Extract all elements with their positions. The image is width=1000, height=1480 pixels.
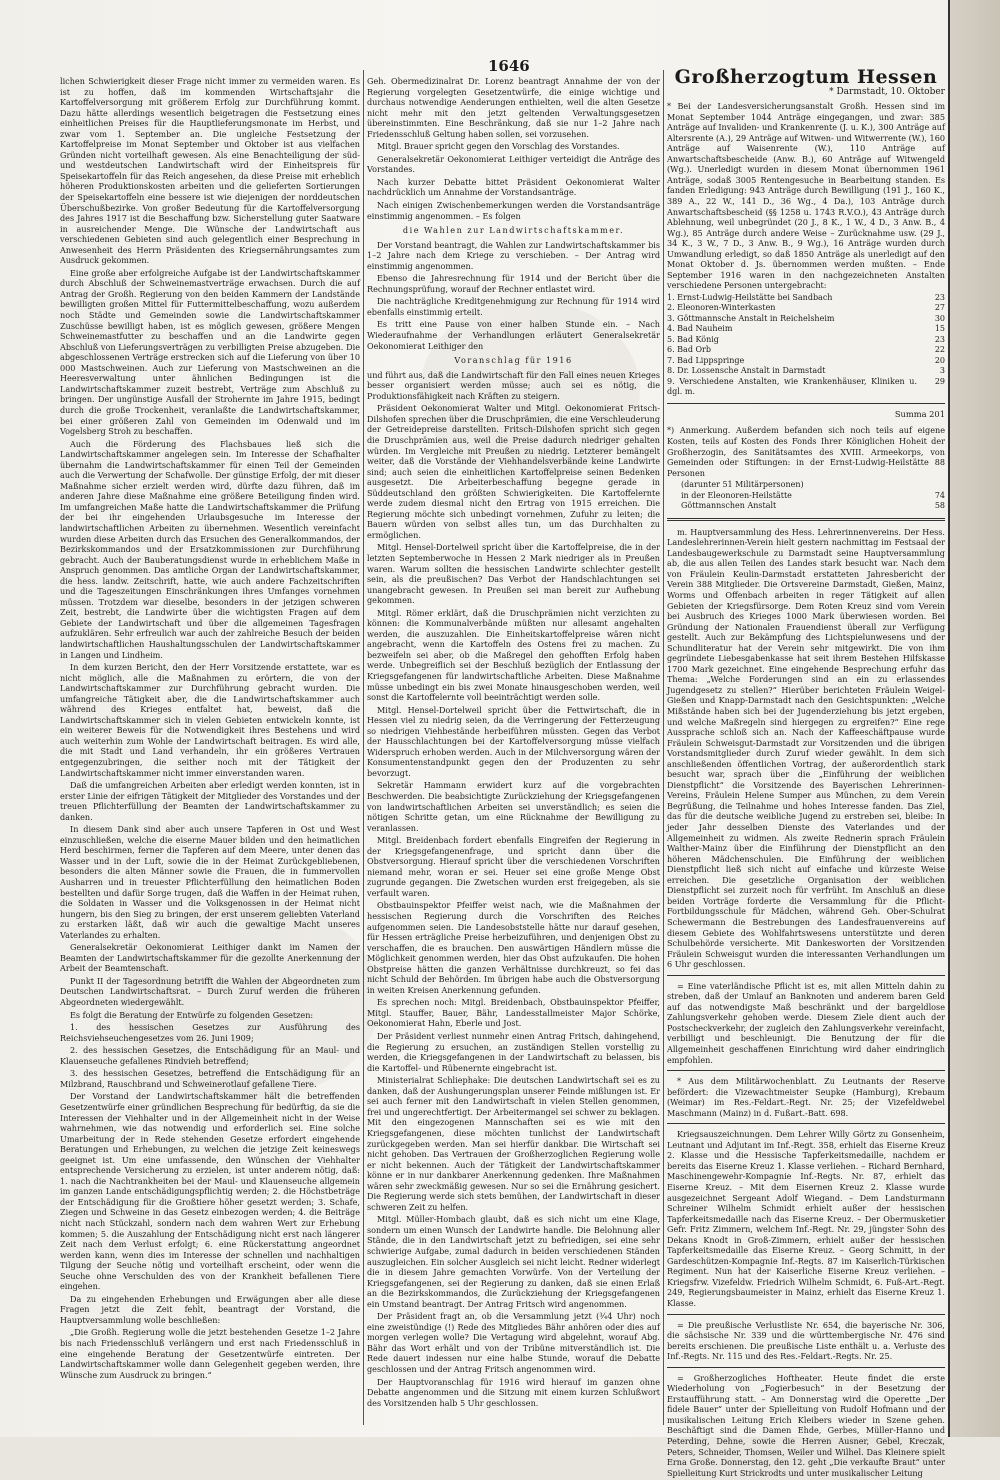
table-row: [667, 314, 945, 325]
paragraph: Ebenso die Jahresrechnung für 1914 und der Bericht über die Rechnungsprüfung, worauf der Rechner entlastet wird.: [367, 273, 660, 294]
paragraph: Mitgl. Hensel-Dortelweil spricht über die Fettwirtschaft, die in Hessen viel zu niedrig seien, da die Verringerung der Fetterzeugung so niedrigen Viehbestände herbeiführen müssten. Gegen das Verbot der Hausschlachtungen bei der Kartoffelversorgung müsse vielfach Widerspruch erhoben werden. Auch in der Milchversorgung wären der Konsumentenstandpunkt gegen den der Produzenten zu sehr bevorzugt.: [367, 704, 660, 778]
institution-name: 6. Bad Orb: [667, 345, 711, 355]
list-item: 2. des hessischen Gesetzes, die Entschädigung für an Maul- und Klauenseuche gefallenes Rindvieh betreffend;: [60, 1045, 360, 1066]
paragraph: Generalsekretär Oekonomierat Leithiger verteidigt die Anträge des Vorstandes.: [367, 153, 660, 175]
institutions-table: [667, 293, 945, 398]
institution-name: 5. Bad König: [667, 334, 719, 344]
institution-count: 23: [934, 334, 945, 344]
column-1: [60, 76, 360, 1382]
institution-name: 1. Ernst-Ludwig-Heilstätte bei Sandbach: [667, 292, 833, 302]
footnote-count: [917, 480, 945, 491]
table-row: [667, 480, 945, 491]
institution-count: 20: [934, 355, 945, 365]
paragraph: Der Präsident fragt an, ob die Versammlung jetzt (¾4 Uhr) noch eine zweistündige (!) Rede des Mitgliedes Bähr anhören oder dies auf morgen verlegen wolle? Die Vertagung wird abgelehnt, worauf Abg. Bähr das Wort erhält und von der Tribüne mitverständlich ist. Die Rede dauert indessen nur eine halbe Stunde, worauf die Debatte geschlossen und der Antrag Fritsch angenommen wird.: [367, 1311, 660, 1374]
institution-count: 27: [934, 303, 945, 313]
institution-name: 8. Dr. Lossensche Anstalt in Darmstadt: [667, 366, 826, 376]
table-row: [667, 293, 945, 304]
summa-total: Summa 201: [894, 408, 945, 419]
footnote-label: in der Eleonoren-Heilstätte: [681, 490, 792, 500]
paragraph: Der Vorstand der Landwirtschaftskammer hält die betreffenden Gesetzentwürfe einer gründlichen Besprechung für bedürftig, da sie die Interessen der Viehhalter und in der Allgemeinheit nicht in der Weise wahrnehmen, wie das notwendig und erforderlich sei. Eine solche Umarbeitung der in Rede stehenden Gesetze erfordert eingehende Beratungen und Erhebungen, zu welchen die jetzige Zeit keineswegs geeignet ist. Um eine umfassende, den Wünschen der Viehhalter entsprechende Versicherung zu erzielen, ist unter anderem nötig, daß: 1. nach die Nachtrankheiten bei der Maul- und Klauenseuche allgemein im ganzen Lande entschädigungspflichtig werden; 2. die Höchstbeträge der Entschädigung für die Großtiere höher gesetzt werden; 3. Schafe, Ziegen und Schweine in das Gesetz einbezogen werden; 4. die Beiträge nicht nach Stückzahl, sondern nach dem wahren Wert zur Erhebung kommen; 5. die Auszahlung der Entschädigung nicht erst nach längerer Zeit nach dem Verlust erfolgt; 6. eine Rückerstattung angeordnet werden kann, wenn dies im Interesse der schnellen und nachhaltigen Tilgung der Seuche nötig und vorteilhaft erscheint, oder wenn die Seuche ohne Verschulden des von der Krankheit befallenen Tiere eingehen.: [60, 1091, 360, 1292]
institution-count: 15: [934, 324, 945, 334]
institution-count: 29: [934, 376, 945, 386]
paragraph: Generalsekretär Oekonomierat Leithiger dankt im Namen der Beamten der Landwirtschaftskammer für die gezollte Anerkennung der Arbeit der Beamtenschaft.: [60, 942, 360, 974]
paragraph: Der Präsident verliest nunmehr einen Antrag Fritsch, dahingehend, die Regierung zu ersuchen, an zuständigen Stellen vorstellig zu werden, die Kriegsgefangenen in der Landwirtschaft zu belassen, bis die Kartoffel- und Rübenernte eingebracht ist.: [367, 1031, 660, 1073]
paragraph: Es folgt die Beratung der Entwürfe zu folgenden Gesetzen:: [70, 1009, 314, 1020]
institution-count: 3: [939, 366, 945, 376]
paragraph: Mitgl. Müller-Hombach glaubt, daß es sich nicht um eine Klage, sondern um einen Wunsch der Landwirte handle. Die Belohnung aller Stände, die in den Landwirtschaft jetzt zu befriedigen, sei eine sehr schwierige Aufgabe, zumal dadurch in beiden verschiedenen Ständen auszugleichen. Ein solcher Ausgleich sei nicht leicht. Redner widerlegt die in diesem Jahre gemachten Vorwürfe. Von der Verteilung der Kriegsgefangenen, sei der Regierung zu danken, daß sie einen Erlaß an die Bezirkskommandos, die Zurückziehung der Kriegsgefangenen ein Umstand beantragt. Der Antrag Fritsch wird angenommen.: [367, 1214, 660, 1309]
table-row: [667, 356, 945, 367]
paragraph: Ministerialrat Schliephake: Die deutschen Landwirtschaft sei es zu danken, daß der Aushungerungsplan unserer Feinde mißlungen ist. Er sei auch ferner mit den Landwirtschaft in vielen Stellen genommen, frei und ungerechtfertigt. Der Arbeitermangel sei schwer zu beklagen. Mit den eingezogenen Mannschaften sei es wie mit den Kriegsgefangenen, diese möchten tunlichst der Landwirtschaft zurückgegeben werden. Man sei hierfür dankbar. Die Wirtschaft sei nicht gehoben. Das Vertrauen der Großherzoglichen Regierung wolle er nicht bekennen. Auch der Tätigkeit der Landwirtschaftskammer könne er in nur dankbarer Anerkennung gedenken. Ihre Maßnahmen wären sehr zweckmäßig gewesen. Nur so sei die Ernährung gesichert. Die Regierung werde sich stets bemühen, der Landwirtschaft in dieser schweren Zeit zu helfen.: [367, 1075, 660, 1212]
divider: [667, 975, 945, 976]
paragraph: = Eine vaterländische Pflicht ist es, mit allen Mitteln dahin zu streben, daß der Umlauf an Banknoten und anderem baren Geld auf das notwendigste Maß beschränkt und der bargeldlose Zahlungsverkehr gehoben werde. Diesem Ziele dient auch der Postscheckverkehr, der zugleich den Zahlungsverkehr vereinfacht, verbilligt und beschleunigt. Die Benutzung der für die Allgemeinheit geschaffenen Einrichtung wird daher eindringlich empfohlen.: [667, 980, 945, 1065]
column-2: [367, 76, 660, 1410]
footnote-label: (darunter 51 Militärpersonen): [681, 480, 804, 490]
table-row: [667, 501, 945, 512]
section-heading: die Wahlen zur Landwirtschaftskammer.: [402, 225, 625, 236]
table-row: [667, 366, 945, 377]
divider: [667, 1070, 945, 1071]
institution-name: 2. Eleonoren-Winterkasten: [667, 303, 776, 313]
divider: [667, 1314, 945, 1315]
paragraph: Mitgl. Hensel-Dortelweil spricht über die Kartoffelpreise, die in der letzten Septemberwoche in Hessen 2 Mark niedriger als in Preußen waren. Warum sollten die hessischen Landwirte schlechter gestellt sein, als die preußischen? Das Verbot der Handschlachtungen sei unangebracht gewesen. In Preußen sei man bereit zur Aufhebung gekommen.: [367, 542, 660, 606]
footnote-label: Göttmannschen Anstalt: [681, 501, 777, 511]
paragraph: = Großherzogliches Hoftheater. Heute findet die erste Wiederholung von „Fogierbesuch“ in der Besetzung der Erstaufführung statt. – Am Donnerstag wird die Operette „Der fidele Bauer“ unter der Spielleitung von Rudolf Hofmann und der musikalischen Leitung Erich Kleibers wieder in Szene gehen. Beschäftigt sind die Damen Ehde, Gerbes, Müller-Hanno und Peterding, Dehne, sowie die Herren Ausner, Gebel, Kreczak, Peters, Schneider, Thomsen, Weiler und Wilhel. Das Kleinere spielt Erna Große. Donnerstag, den 12. geht „Die verkaufte Braut“ unter Spielleitung Kurt Strickrodts und unter musikalischer Leitung: [667, 1372, 945, 1478]
paragraph: * Aus dem Militärwochenblatt. Zu Leutnants der Reserve befördert: die Vizewachtmeister Seupke (Hamburg), Krebaum (Weimar) im Res.-Feldart.-Regt. Nr. 25; der Vizefeldwebel Maschmann (Mainz) in d. Fußart.-Batt. 698.: [667, 1076, 945, 1118]
footnote-count: 58: [934, 501, 945, 511]
footnote-table: [667, 480, 945, 512]
paragraph: Mitgl. Römer erklärt, daß die Druschprämien nicht verzichten zu können: die Kommunalverbände müßten nur allesamt angehalten werden, die auszuzahlen. Die Einheitskartoffelpreise wären nicht angebracht, wenn die Kartoffeln des Ostens frei zu machen. Zu bezweifeln sei aber, ob die Maßregel den gehofften Erfolg haben werde. Unbegreiflich sei der Beschluß bezüglich der Entlassung der Kriegsgefangenen für landwirtschaftliche Arbeiten. Diese Maßnahme müsse unbedingt ein bis zwei Monate hinausgeschoben werden, weil sonst die Kartoffelernte voll beeinträchtigt werden solle.: [367, 607, 660, 703]
paragraph: lichen Schwierigkeit dieser Frage nicht immer zu vermeiden waren. Es ist zu hoffen, daß im kommenden Wirtschaftsjahr die Kartoffelversorgung mit größerem Erfolg zur Durchführung kommt. Dazu hätte allerdings wesentlich beigetragen die Festsetzung eines einheitlichen Preises für die Hauptlieferungsmonate im Herbst, und zwar vom 1. September an. Die ungleiche Festsetzung der Kartoffelpreise im Monat September und Oktober ist aus vielfachen Gründen nicht vorteilhaft gewesen. Als eine Benachteiligung der süd- und westdeutschen Landwirtschaft wird der Einheitspreis für Speisekartoffeln für das Reich angesehen, da diese Preise mit erheblich höheren Produktionskosten arbeiten und die gelieferten Sortierungen der Speisekartoffeln eine bessere ist wie diejenigen der norddeutschen Überschußbezirke. Von großer Bedeutung für die Kartoffelversorgung des Jahres 1917 ist die Beschaffung bzw. Sicherstellung guter Saatware in ausreichender Menge. Die Wünsche der Landwirtschaft aus verschiedenen Gebieten sind auch gelegentlich einer Besprechung in Anwesenheit des Herrn Präsidenten des Kriegsernährungsamtes zum Ausdruck gekommen.: [60, 76, 360, 266]
institution-name: 3. Göttmannsche Anstalt in Reichelsheim: [667, 313, 835, 323]
institution-count: 23: [934, 292, 945, 302]
institution-count: 30: [934, 313, 945, 323]
paragraph: m. Hauptversammlung des Hess. Lehrerinnenvereins. Der Hess. Landeslehrerinnen-Verein hielt gestern nachmittag im Festsaal der Landesbaugewerkschule zu Darmstadt seine Hauptversammlung ab, die aus allen Teilen des Landes stark besucht war. Nach dem von Fräulein Keulin-Darmstadt erstatteten Jahresbericht der Verein 388 Mitglieder. Die Ortsvereine Darmstadt, Gießen, Mainz, Worms und Offenbach arbeiten in reger Tätigkeit auf allen Gebieten der Kriegsfürsorge. Dem Roten Kreuz sind vom Verein bei Ausbruch des Krieges 1000 Mark überwiesen worden. Bei Gründung der Nationalen Frauendienst überall zur Verfügung gestellt. Auch zur Bekämpfung des Lichtspielunwesens und der Schundliteratur hat der Verein sehr mitgewirkt. Die von ihm gegründete Liebesgabenkasse hat seit ihrem Bestehen Hilfskasse 1700 Mark gezeichnet. Eine eingehende Besprechung erfuhr das Thema: „Welche Forderungen sind an ein zu erlassendes Jugendgesetz zu stellen?“ Hierüber berichteten Fräulein Weigel-Gießen und Knapp-Darmstadt nach den Gesichtspunkten: „Welche Mißstände haben sich bei der Jugenderziehung bis jetzt ergeben, und welche Maßregeln sind hiergegen zu ergreifen?“ Eine rege Aussprache schloß sich an. Nach der Kaffeeschäftpause wurde Fräulein Schweisgut-Darmstadt zur Vorsitzenden und die übrigen Vorstandsmitglieder durch Zuruf wieder gewählt. In dem sich anschließenden öffentlichen Vortrag, der außerordentlich stark besucht war, sprach über die „Einführung der weiblichen Dienstpflicht“ die Vorsitzende des Bayerischen Lehrerinnen-Vereins, Fräulein Helene Sumper aus München, zu dem Verein Begrüßung, die Teilnahme und hohes Interesse fanden. Das Ziel, das für die deutsche weibliche Jugend zu erstreben sei, bleibe: In jeder Jahr desselben Dienste des Vaterlandes und der Allgemeinheit zu widmen. Als zweite Rednerin sprach Fräulein Walther-Mainz über die Einführung der Dienstpflicht an den höheren Mädchenschulen. Die Einführung der weiblichen Dienstpflicht ließ sich nicht auf einfache und kürzeste Weise erreichen. Die gesetzliche Organisation der weiblichen Dienstpflicht sei zurzeit noch für verfrüht. Im Anschluß an diese beiden Vorträge forderte die Versammlung für die Pflicht-Fortbildungsschule für Mädchen, während Geh. Ober-Schulrat Schewermann die Bestrebungen des Landesfrauenvereins auf diesem Gebiete des Wohlfahrtswesens unterstützte und deren Schulbehörde versicherte. Mit Dankesworten der Vorsitzenden Fräulein Schweisgut wurden die interessanten Verhandlungen um 6 Uhr geschlossen.: [667, 526, 945, 970]
paragraph: Eine große aber erfolgreiche Aufgabe ist der Landwirtschaftskammer durch Abschluß der Schweinemastverträge erwachsen. Durch die auf Antrag der Großh. Regierung von den beiden Kammern der Landstände bewilligten großen Mittel für Futtermittelbeschaffung, wozu außerdem noch Städte und Gemeinden sowie die Landwirtschaftskammer Zuschüsse bewilligt haben, ist es möglich gewesen, größere Mengen Schweinemastfutter zu beschaffen und an die Landwirte gegen Abschluß von Lieferungsverträgen zu verbilligten Preise abzugeben. Die abgeschlossenen Verträge erstrecken sich auf die Lieferung von über 10 000 Mastschweinen. Auch zur Lieferung von Mastschweinen an die Heeresverwaltung unter ähnlichen Bedingungen ist die Landwirtschaftskammer zuzeit bestrebt, Verträge zum Abschluß zu bringen. Der ungünstige Ausfall der Strohernte im Jahre 1915, bedingt durch die große Trockenheit, veranlaßte die Landwirtschaftskammer, bei einer größeren Zahl von Gemeinden im Odenwald und im Vogelsberg Stroh zu beschaffen.: [60, 267, 360, 437]
paragraph: Nach einigen Zwischenbemerkungen werden die Vorstandsanträge einstimmig angenommen. – Es folgen: [367, 200, 660, 221]
section-headline: Großherzogtum Hessen: [674, 66, 938, 88]
paragraph: Präsident Oekonomierat Walter und Mitgl. Oekonomierat Fritsch-Dilshofen sprechen über die Druschprämien, die eine Verschleuderung der Getreidepreise darstellten. Fritsch-Dilshofen spricht sich gegen die Druschprämien aus, weil die Preise dadurch niedriger gehalten würden. Im Vergleiche mit Preußen zu niedrig. Letzterer bemängelt weiter, daß die Vorstände der Viehhandelsverbände keine Landwirte sind; auch seien die einheitlichen Kartoffelpreise seinen Bedenken ausgesetzt. Die Arbeiterbeschaffung begegne gerade in Süddeutschland den größten Schwierigkeiten. Die Kartoffelernte werde zudem diesmal nicht den Ertrag von 1915 erreichen. Die Regierung möchte sich unbedingt vornehmen, Zufuhr zu leiten; die Bauern würden von selbst alles tun, um das Durchhalten zu ermöglichen.: [367, 403, 660, 540]
dateline: * Darmstadt, 10. Oktober: [829, 86, 945, 97]
section-heading: Voranschlag für 1916: [454, 355, 573, 366]
institution-name: 7. Bad Lippspringe: [667, 355, 745, 365]
paragraph: Auch die Förderung des Flachsbaues ließ sich die Landwirtschaftskammer angelegen sein. Im Interesse der Schafhalter übernahm die Landwirtschaftskammer für einen Teil der Gemeinden auch die Verwertung der Schafwolle. Der günstige Erfolg, der mit dieser Maßnahme sicher erzielt werden wird, dürfte dazu führen, daß im anderen Jahre diese Maßnahme eine größere Beteiligung finden wird. Im umfangreichen Maße hatte die Landwirtschaftskammer die Prüfung der bei ihr eingehenden Urlaubsgesuche im Interesse der landwirtschaftlichen Arbeiten zu übernehmen. Wesentlich vereinfacht wurden diese Arbeiten durch das Ersuchen des Generalkommandos, der Bezirkskommandos und der Ersatzkommissionen zur Durchführung gebracht. Auch der Bauberatungsdienst wurde in erheblichem Maße in Anspruch genommen. Das amtliche Organ der Landwirtschaftskammer, die hess. landw. Zeitschrift, hatte, wie auch andere Fachzeitschriften und die Tageszeitungen Einschränkungen ihres Umfanges vornehmen müssen. Trotzdem war dieselbe, besonders in der jetzigen schweren Zeit, bestrebt, die Landwirte über die wichtigsten Fragen auf dem Gebiete der Landwirtschaft und über die allgemeinen Tagesfragen aufzuklären. Sehr erfreulich war auch der zahlreiche Besuch der beiden landwirtschaftlichen Haushaltungsschulen der Landwirtschaftskammer in Langen und Lindheim.: [60, 438, 360, 660]
paragraph: Kriegsauszeichnungen. Dem Lehrer Willy Görtz zu Gonsenheim, Leutnant und Adjutant im Inf.-Regt. 358, erhielt das Eiserne Kreuz 2. Klasse und die Hessische Tapferkeitsmedaille, nachdem er bereits das Eiserne Kreuz 1. Klasse verliehen. – Richard Bernhard, Maschinengewehr-Kompagnie Inf.-Regts. Nr. 87, erhielt das Eiserne Kreuz. – Mit dem Eisernen Kreuz 2. Klasse wurde ausgezeichnet Sergeant Adolf Wiegand. – Dem Landsturmann Schreiner Wilhelm Schmidt erhielt außer der hessischen Tapferkeitsmedaille nach das Eiserne Kreuz. – Der Obermusketier Gefr. Fritz Zimmern, welchem Inf.-Regt. Nr. 29, jüngster Sohn des Dekans Knodt in Groß-Zimmern, erhielt außer der hessischen Tapferkeitsmedaille das Eiserne Kreuz. – Georg Schmitt, in der Gardeschützen-Kompagnie Inf.-Regts. 87 im Kaiserlich-Türkischen Regiment. Nun hat der Kaiserliche Eiserne Kreuz verliehen. – Kriegsfrw. Vizefeldw. Friedrich Wilhelm Schmidt, 6. Fuß-Art.-Regt. 249, Regierungsbaumeister in Mainz, erhielt das Eiserne Kreuz 1. Klasse.: [667, 1129, 945, 1308]
paragraph: Der Hauptvoranschlag für 1916 wird hierauf im ganzen ohne Debatte angenommen und die Sitzung mit einem kurzen Schlußwort des Vorsitzenden halb 5 Uhr geschlossen.: [367, 1376, 660, 1408]
table-row: [667, 491, 945, 502]
institution-name: 9. Verschiedene Anstalten, wie Krankenhäuser, Kliniken u. dgl. m.: [667, 376, 917, 397]
quote-paragraph: „Die Großh. Regierung wolle die jetzt bestehenden Gesetze 1–2 Jahre bis nach Friedensschluß verlängern und erst nach Friedensschluß in eine eingehende Beratung der Gesetzentwürfe eintreten. Der Landwirtschaftskammer wolle dann Gelegenheit gegeben werden, ihre Wünsche zum Ausdruck zu bringen.“: [60, 1327, 360, 1380]
list-item: 3. des hessischen Gesetzes, betreffend die Entschädigung für an Milzbrand, Rauschbrand und Schweinerotlauf gefallene Tiere.: [60, 1068, 360, 1089]
table-row: [667, 345, 945, 356]
paragraph: Da zu eingehenden Erhebungen und Erwägungen aber alle diese Fragen jetzt die Zeit fehlt, beantragt der Vorstand, die Hauptversammlung wolle beschließen:: [60, 1293, 360, 1325]
paragraph: Mitgl. Breidenbach fordert ebenfalls Eingreifen der Regierung in der Kriegsgefangenenfrage, und spricht dann über die Obstversorgung. Hierauf spricht über die verschiedenen Vorschriften niemand mehr, woran er sei. Heuer sei eine große Menge Obst zugrunde gegangen. Die Zwetschen wurden erst freigegeben, als sie verfault waren.: [367, 835, 660, 898]
paragraph: Daß die umfangreichen Arbeiten aber erledigt werden konnten, ist in erster Linie der eifrigen Tätigkeit der Mitglieder des Vorstandes und der treuen Pflichterfüllung der Beamten der Landwirtschaftskammer zu danken.: [60, 780, 360, 822]
list-item: 1. des hessischen Gesetzes zur Ausführung des Reichsviehseuchengesetzes vom 26. Juni 1909;: [60, 1022, 360, 1043]
column-3: [667, 66, 945, 1480]
paragraph: Nach kurzer Debatte bittet Präsident Oekonomierat Walter nachdrücklich um Annahme der Vorstandsanträge.: [367, 176, 660, 198]
paragraph: Obstbauinspektor Pfeiffer weist nach, wie die Maßnahmen der hessischen Regierung durch die Vorschriften des Reiches aufgenommen seien. Die Landesobststelle hätte nur darauf gesehen, für Hessen erträgliche Preise herbeizuführen, und denjenigen Obst zu verschaffen, die es brauchen. Den auswärtigen Händlern müsse die Möglichkeit genommen werden, hier das Obst aufzukaufen. Die hohen Obstpreise hätten die ganzen Verhältnisse durchkreuzt, so fei das nicht Schuld der Behörden. Im übrigen habe auch die Obstversorgung in weiten Kreisen Anerkennung gefunden.: [367, 900, 660, 995]
table-row: [667, 324, 945, 335]
paragraph: Es tritt eine Pause von einer halben Stunde ein. – Nach Wiederaufnahme der Verhandlungen erläutert Generalsekretär Oekonomierat Leithiger den: [367, 319, 660, 351]
paragraph: Es sprechen noch: Mitgl. Breidenbach, Obstbauinspektor Pfeiffer, Mitgl. Stauffer, Bauer, Bähr, Landesstallmeister Major Schörke, Oekonomierat Hahn, Eberle und Jost.: [367, 997, 660, 1029]
paragraph: Geh. Obermedizinalrat Dr. Lorenz beantragt Annahme der von der Regierung vorgelegten Gesetzentwürfe, die einige wichtige und durchaus notwendige Aenderungen enthielten, weil die alten Gesetze nicht mehr mit den jetzt geltenden Verwaltungsgesetzen übereinstimmten. Eine Beschränkung, daß sie nur 1–2 Jahre nach Friedensschluß Geltung haben sollen, sei vorzusehen.: [367, 76, 660, 139]
paragraph: * Bei der Landesversicherungsanstalt Großh. Hessen sind im Monat September 1044 Anträge eingegangen, und zwar: 385 Anträge auf Invaliden- und Krankenrente (J. u. K.), 300 Anträge auf Altersrente (A.), 29 Anträge auf Witwen- und Witwerrente (W.), 160 Anträge auf Waisenrente (W.), 110 Anträge auf Anwartschaftsbescheide (Anw. B.), 60 Anträge auf Witwengeld (Wg.). Unerledigt wurden in diesem Monat übernommen 1961 Anträge, sodaß 3005 Rentengesuche in Bearbeitung standen. Es fanden Erledigung: 943 Anträge durch Bewilligung (191 J., 160 K., 389 A., 22 W., 141 D., 36 Wg., 4 Da.), 103 Anträge durch Anwartschaftsbescheid (§§ 1258 u. 1743 R.V.O.), 43 Anträge durch Ablehnung, weil unbegründet (20 J., 8 K., 1 W., 4 D., 3 Anw. B., 4 Wg.), 85 Anträge durch andere Weise – Zurücknahme usw. (29 J., 34 K., 3 W., 7 D., 3 Anw. B., 9 Wg.), 16 Anträge wurden durch Umwandlung erledigt, so daß 1850 Anträge als unerledigt auf den Monat Oktober d. Js. übernommen werden mußten. – Ende September 1916 waren in den nachgezeichneten Anstalten verschiedene Personen untergebracht:: [667, 101, 945, 291]
paragraph: Punkt II der Tagesordnung betrifft die Wahlen der Abgeordneten zum Deutschen Landwirtschaftsrat. – Durch Zuruf werden die früheren Abgeordneten wiedergewählt.: [60, 975, 360, 1008]
paragraph: Mitgl. Brauer spricht gegen den Vorschlag des Vorstandes.: [377, 141, 620, 152]
table-row: [667, 303, 945, 314]
divider: [667, 403, 945, 404]
divider: [667, 1367, 945, 1368]
institution-name: 4. Bad Nauheim: [667, 324, 733, 334]
page-number: 1646: [488, 57, 530, 75]
column-rule: [363, 70, 364, 1425]
paragraph: In diesem Dank sind aber auch unsere Tapferen in Ost und West einzuschließen, welche die eiserne Mauer bilden und den heimatlichen Herd beschirmen, ferner die Tapferen auf dem Meere, unter denen das Wasser und in der Luft, sowie die in der Heimat Zurückgebliebenen, besonders die alten Männer sowie die Frauen, die in fummervollen Ausharren und in treuester Pflichterfüllung den heimatlichen Boden bestellten und dafür Sorge trugen, daß die Waffen in der Heimat ruhen, die Soldaten in Wasser und die Volksgenossen in der Heimat nicht hungern, bis den Sieg zu bringen, der erst unserem geliebten Vaterland zu erstarken läßt, daß wir auch die gewaltige Macht unseres Vaterlandes zu erhalten.: [60, 824, 360, 940]
table-row: [667, 377, 945, 398]
footnote: *) Anmerkung. Außerdem befanden sich noch teils auf eigene Kosten, teils auf Kosten des Fonds Ihrer Königlichen Hoheit der Großherzogin, des Sanitätsamtes des XVIII. Armeekorps, von Gemeinden oder Stiftungen: in der Ernst-Ludwig-Heilstätte 88 Personen: [667, 425, 945, 478]
column-rule: [663, 70, 664, 1425]
paragraph: Sekretär Hammann erwidert kurz auf die vorgebrachten Beschwerden. Die beabsichtigte Zurückziehung der Kriegsgefangenen von landwirtschaftlichen Arbeiten sei unverständlich; es seien die nötigen Schritte getan, um eine Rücknahme der Bewilligung zu veranlassen.: [367, 780, 660, 833]
paragraph: = Die preußische Verlustliste Nr. 654, die bayerische Nr. 306, die sächsische Nr. 339 und die württembergische Nr. 476 sind bereits erschienen. Die preußische Liste enthält u. a. Verluste des Inf.-Regts. Nr. 115 und des Res.-Feldart.-Regts. Nr. 25.: [667, 1319, 945, 1362]
divider: [667, 518, 945, 521]
table-row: [667, 335, 945, 346]
paragraph: Die nachträgliche Kreditgenehmigung zur Rechnung für 1914 wird ebenfalls einstimmig erteilt.: [367, 296, 660, 317]
paragraph: Der Vorstand beantragt, die Wahlen zur Landwirtschaftskammer bis 1–2 Jahre nach dem Kriege zu verschieben. – Der Antrag wird einstimmig angenommen.: [367, 239, 660, 271]
paragraph: In dem kurzen Bericht, den der Herr Vorsitzende erstattete, war es nicht möglich, alle die Maßnahmen zu erörtern, die von der Landwirtschaftskammer zur Durchführung gebracht wurden. Die umfangreiche Tätigkeit aber, die die Landwirtschaftskammer auch während des Krieges entfaltet hat, beweist, daß die Landwirtschaftskammer sich in vielen Gebieten entwickeln konnte, ist ein weiterer Beweis für die Notwendigkeit ihres Bestehens und wird auch weiterhin zum Wohle der Landwirtschaft beitragen. Es wird alle, die mit Stadt und Land verhandeln, ihr ein größeres Vertrauen entgegenzubringen, die seither noch mit der Tätigkeit der Landwirtschaftskammer nicht immer einverstanden waren.: [60, 662, 360, 778]
paragraph: und führt aus, daß die Landwirtschaft für den Fall eines neuen Krieges besser organisiert werden müsse; auch sei es nötig, die Produktionsfähigkeit nach Kräften zu steigern.: [367, 369, 660, 401]
footnote-count: 74: [934, 490, 945, 500]
institution-count: 22: [934, 345, 945, 355]
divider: [667, 1123, 945, 1124]
adjacent-page-strip: [950, 0, 1000, 1437]
